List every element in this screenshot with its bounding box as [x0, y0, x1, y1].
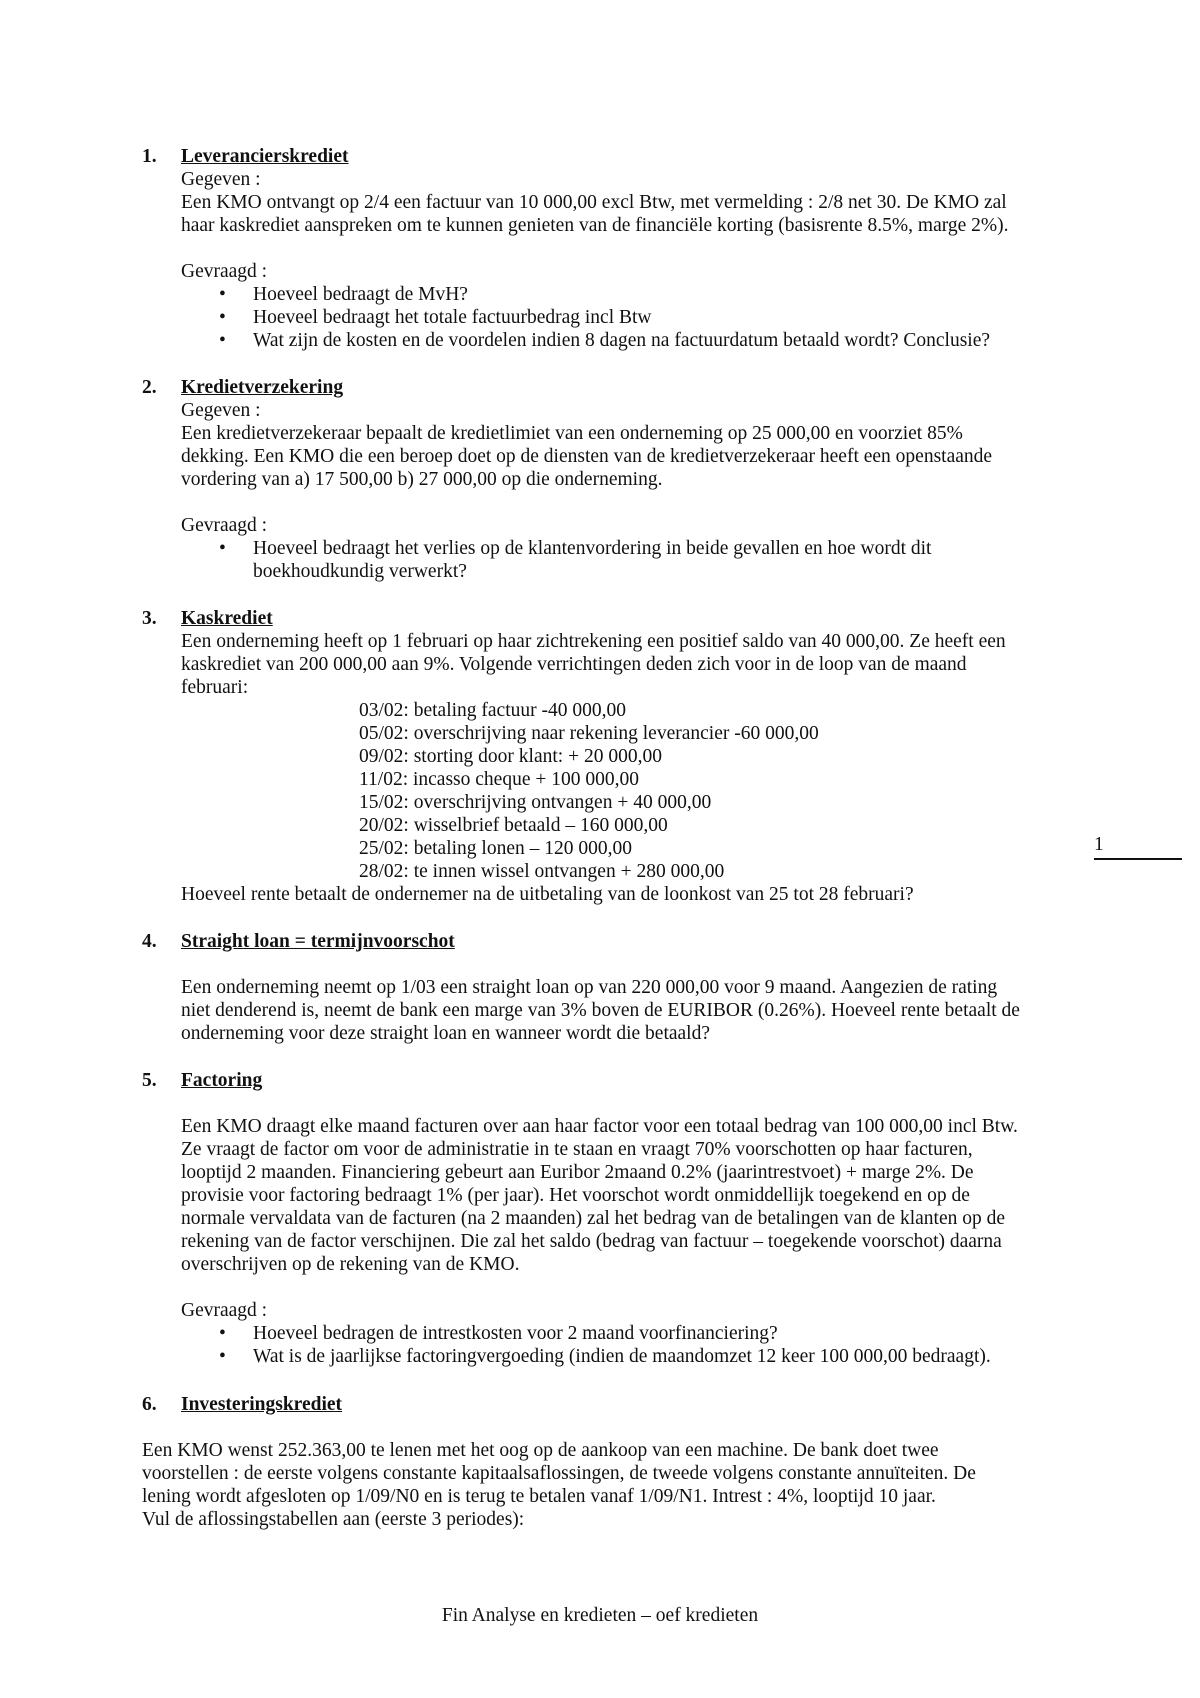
section-number: 6. [142, 1394, 157, 1415]
paragraph-line: Een KMO draagt elke maand facturen over aan haar factor voor een totaal bedrag van 100 000,00 incl Btw. [181, 1116, 1018, 1137]
paragraph-line: onderneming voor deze straight loan en wanneer wordt die betaald? [181, 1023, 711, 1044]
paragraph-line: lening wordt afgesloten op 1/09/N0 en is terug te betalen vanaf 1/09/N1. Intrest : 4%, looptijd 10 jaar. [142, 1486, 936, 1507]
page-number-rule [1094, 858, 1182, 860]
operation-item: 25/02: betaling lonen – 120 000,00 [359, 838, 632, 859]
operation-item: 15/02: overschrijving ontvangen + 40 000,00 [359, 792, 712, 813]
paragraph-line: rekening van de factor verschijnen. Die zal het saldo (bedrag van factuur – toegekende voorschot) daarna [181, 1231, 1002, 1252]
bullet-icon: • [219, 307, 226, 328]
operation-item: 05/02: overschrijving naar rekening leverancier -60 000,00 [359, 723, 819, 744]
paragraph-line: Ze vraagt de factor om voor de administratie in te staan en vraagt 70% voorschotten op haar facturen, [181, 1139, 973, 1160]
paragraph-line: Een onderneming neemt op 1/03 een straight loan op van 220 000,00 voor 9 maand. Aangezien de rating [181, 977, 998, 998]
operations-list [181, 699, 1071, 883]
section-heading: Factoring [181, 1070, 263, 1091]
section-number: 5. [142, 1070, 157, 1091]
section-6-text [142, 1439, 1072, 1531]
paragraph-line: vordering van a) 17 500,00 b) 27 000,00 op die onderneming. [181, 469, 663, 490]
paragraph-line: provisie voor factoring bedraagt 1% (per jaar). Het voorschot wordt onmiddellijk toegekend en op de [181, 1185, 970, 1206]
section-heading: Kaskrediet [181, 608, 273, 629]
paragraph-line: Een KMO wenst 252.363,00 te lenen met het oog op de aankoop van een machine. De bank doet twee [142, 1440, 939, 1461]
paragraph-line: looptijd 2 maanden. Financiering gebeurt aan Euribor 2maand 0.2% (jaarintrestvoet) + marge 2%. De [181, 1162, 974, 1183]
section-number: 1. [142, 146, 157, 167]
operation-item: 20/02: wisselbrief betaald – 160 000,00 [359, 815, 668, 836]
list-item: • Hoeveel bedraagt het verlies op de klantenvordering in beide gevallen en hoe wordt dit boekhoudkundig verwerkt? [219, 538, 932, 582]
bullet-icon: • [219, 538, 226, 559]
list-item: • Hoeveel bedraagt het totale factuurbedrag incl Btw [219, 307, 652, 328]
paragraph-line: overschrijven op de rekening van de KMO. [181, 1254, 520, 1275]
paragraph-line: Een KMO ontvangt op 2/4 een factuur van 10 000,00 excl Btw, met vermelding : 2/8 net 30. De KMO zal [181, 192, 1007, 213]
operation-item: 09/02: storting door klant: + 20 000,00 [359, 746, 662, 767]
section-number: 4. [142, 931, 157, 952]
bullet-icon: • [219, 284, 226, 305]
paragraph-line: voorstellen : de eerste volgens constante kapitaalsaflossingen, de tweede volgens constante annuïteiten. De [142, 1463, 976, 1484]
given-label: Gegeven : [181, 400, 261, 421]
operation-item: 03/02: betaling factuur -40 000,00 [359, 700, 626, 721]
paragraph-line: niet denderend is, neemt de bank een marge van 3% boven de EURIBOR (0.26%). Hoeveel rente betaalt de [181, 1000, 1020, 1021]
asked-label: Gevraagd : [181, 261, 268, 282]
page-footer: Fin Analyse en kredieten – oef kredieten [441, 1605, 759, 1626]
section-number: 2. [142, 377, 157, 398]
bullet-list [181, 537, 1071, 583]
paragraph-line: februari: [181, 677, 249, 698]
paragraph-line: haar kaskrediet aanspreken om te kunnen genieten van de financiële korting (basisrente 8.5%, marge 2%). [181, 215, 1009, 236]
bullet-icon: • [219, 1346, 226, 1367]
bullet-icon: • [219, 330, 226, 351]
paragraph-line: Een kredietverzekeraar bepaalt de kredietlimiet van een onderneming op 25 000,00 en voorziet 85% [181, 423, 963, 444]
list-item: • Wat is de jaarlijkse factoringvergoeding (indien de maandomzet 12 keer 100 000,00 bedraagt). [219, 1346, 991, 1367]
section-heading: Straight loan = termijnvoorschot [181, 931, 455, 952]
section-number: 3. [142, 608, 157, 629]
page-number: 1 [1094, 834, 1104, 855]
bullet-icon: • [219, 1323, 226, 1344]
section-heading: Investeringskrediet [181, 1394, 343, 1415]
list-item: • Hoeveel bedraagt de MvH? [219, 284, 468, 305]
question-line: Hoeveel rente betaalt de ondernemer na de uitbetaling van de loonkost van 25 tot 28 februari? [181, 884, 914, 905]
section-heading: Leverancierskrediet [181, 146, 349, 167]
paragraph-line: normale vervaldata van de facturen (na 2 maanden) zal het bedrag van de betalingen van de klanten op de [181, 1208, 1006, 1229]
bullet-list [181, 283, 1071, 352]
paragraph-line: Vul de aflossingstabellen aan (eerste 3 periodes): [142, 1509, 525, 1530]
operation-item: 11/02: incasso cheque + 100 000,00 [359, 769, 639, 790]
paragraph-line: Een onderneming heeft op 1 februari op haar zichtrekening een positief saldo van 40 000,00. Ze heeft een [181, 631, 1006, 652]
asked-label: Gevraagd : [181, 515, 268, 536]
asked-label: Gevraagd : [181, 1300, 268, 1321]
given-label: Gegeven : [181, 169, 261, 190]
list-item: • Hoeveel bedragen de intrestkosten voor 2 maand voorfinanciering? [219, 1323, 778, 1344]
operation-item: 28/02: te innen wissel ontvangen + 280 000,00 [359, 861, 725, 882]
list-item: • Wat zijn de kosten en de voordelen indien 8 dagen na factuurdatum betaald wordt? Conclusie? [219, 330, 991, 351]
paragraph-line: dekking. Een KMO die een beroep doet op de diensten van de kredietverzekeraar heeft een openstaande [181, 446, 993, 467]
section-heading: Kredietverzekering [181, 377, 344, 398]
paragraph-line: kaskrediet van 200 000,00 aan 9%. Volgende verrichtingen deden zich voor in de loop van de maand [181, 654, 967, 675]
bullet-list [181, 1322, 1071, 1368]
